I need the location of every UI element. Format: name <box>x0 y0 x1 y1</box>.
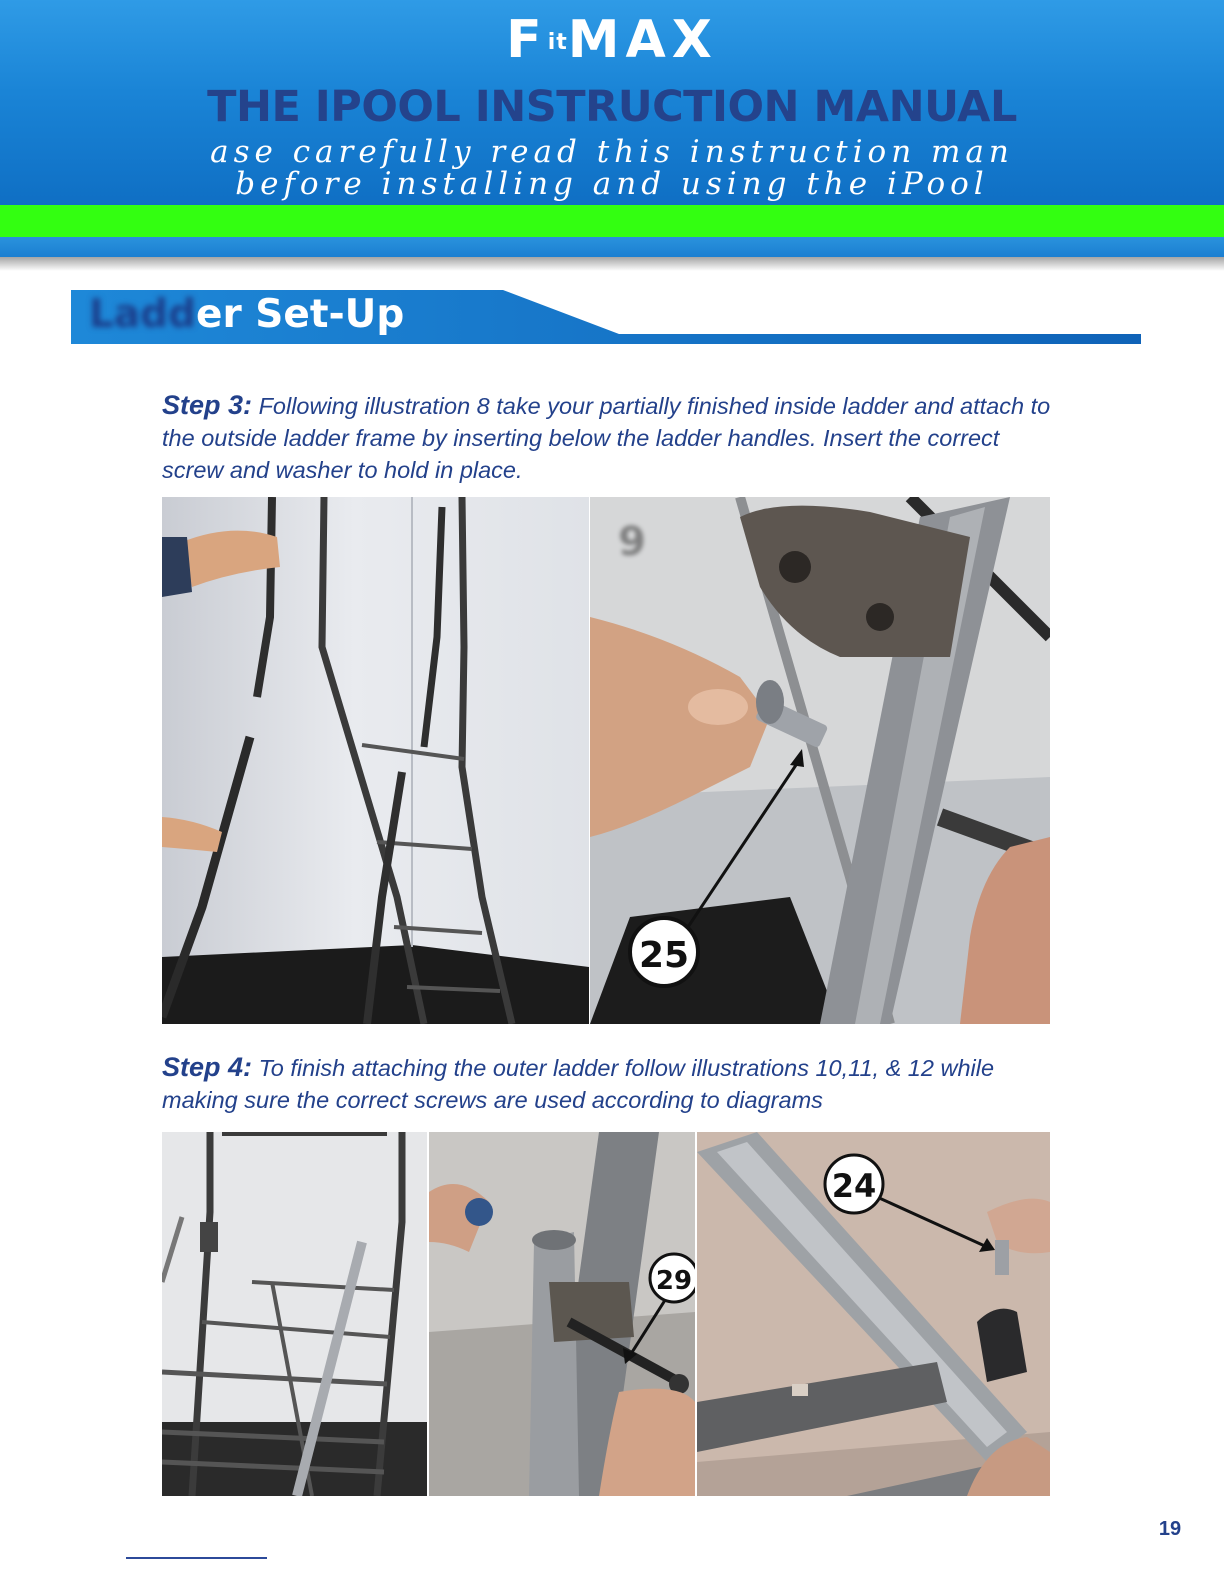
photo-ladder-frames <box>162 497 589 1024</box>
logo-first: F <box>506 10 548 70</box>
photo-screw-closeup <box>590 497 1050 1024</box>
logo-rest: MAX <box>567 10 718 70</box>
step-4-label: Step 4: <box>162 1052 253 1082</box>
callout-29-label: 29 <box>655 1266 693 1296</box>
photo-screw-29 <box>429 1132 695 1496</box>
step-3-text: Following illustration 8 take your partially finished inside ladder and attach to the outside ladder frame by inserting below the ladder handles. Insert the correct screw and washer to hold in place. <box>162 393 1051 483</box>
tagline-line-2: before installing and using the iPool <box>235 166 989 202</box>
footer-line <box>126 1557 267 1559</box>
callout-24-label: 24 <box>831 1167 877 1205</box>
section-title-blurred: Ladd <box>89 292 197 337</box>
page-number: 19 <box>1158 1518 1182 1540</box>
section-title <box>89 292 404 337</box>
photo-outer-ladder <box>162 1132 427 1496</box>
photo-screw-24 <box>697 1132 1050 1496</box>
manual-title: THE IPOOL INSTRUCTION MANUAL <box>207 82 1017 132</box>
step-4 <box>162 1051 1062 1116</box>
section-title-rest: er Set-Up <box>196 292 405 337</box>
tagline-line-1: ase carefully read this instruction man <box>210 134 1014 170</box>
illustration-number: 9 <box>618 519 646 565</box>
blue-band <box>0 237 1224 257</box>
step-4-text: To finish attaching the outer ladder follow illustrations 10,11, & 12 while making sure the correct screws are used according to diagrams <box>162 1055 995 1113</box>
band-shadow <box>0 257 1224 271</box>
logo-small: it <box>547 30 568 55</box>
step-3-label: Step 3: <box>162 390 253 420</box>
callout-25-label: 25 <box>638 935 690 976</box>
fitmax-logo <box>0 10 1224 70</box>
green-band <box>0 205 1224 237</box>
section-banner <box>71 288 1143 346</box>
page-header <box>0 0 1224 205</box>
step-3 <box>162 389 1062 486</box>
